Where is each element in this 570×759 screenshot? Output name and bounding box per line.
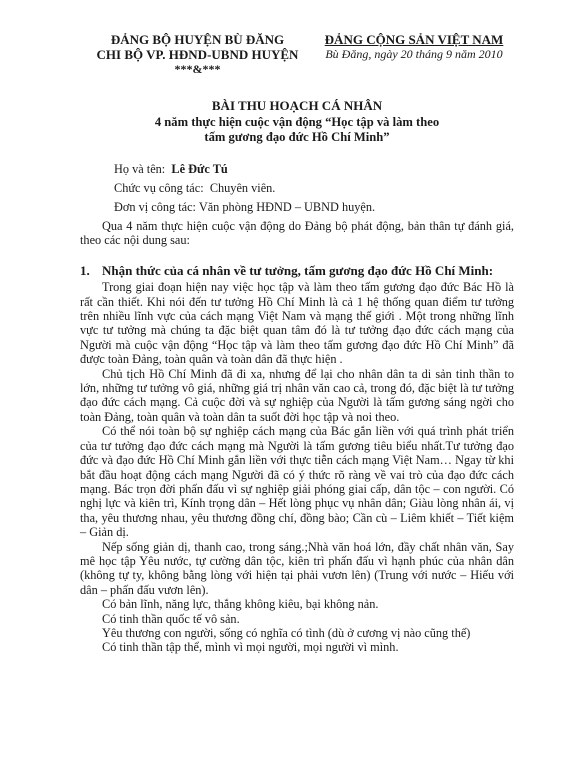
section-1-paragraph-1: Trong giai đoạn hiện nay việc học tập và làm theo tấm gương đạo đức Bác Hồ là rất cần thiết. Khi nói đến tư tưởng Hồ Chí Minh là cả 1 hệ thống quan điểm tư tưởng trên nhiều lĩnh vực của cách mạng Việt Nam và mạng thế giới . Một trong những lĩnh vực tư tưởng mà chúng ta đặc biệt quan tâm đó là tư tưởng đạo đức cách mạng của Người mà cuộc vận động “Học tập và làm theo tấm gương đạo đức Hồ Chí Minh” đã được toàn Đảng, toàn quân và toàn dân đã thực hiện . [80, 280, 514, 367]
stars-divider: ***&*** [174, 62, 221, 76]
intro-paragraph: Qua 4 năm thực hiện cuộc vận động do Đảng bộ phát động, bản thân tự đánh giá, theo các nội dung sau: [80, 219, 514, 248]
position-value: Chuyên viên. [209, 181, 276, 195]
document-header [80, 32, 514, 96]
section-1-paragraph-4: Nếp sống giản dị, thanh cao, trong sáng.;Nhà văn hoá lớn, đầy chất nhân văn, Say mê học tập Yêu nước, tự cường dân tộc, kiên trì phấn đấu vì hạnh phúc của nhân dân (không tự ty, không bằng lòng với hiện tại phải vươn lên) (Trung với nước – Hiếu với dân – phấn đấu vươn lên). [80, 539, 514, 597]
position-row [114, 179, 514, 198]
section-1-heading [80, 264, 514, 278]
title-sub-line-1: 4 năm thực hiện cuộc vận động “Học tập và làm theo [154, 115, 440, 129]
date-line: Bù Đăng, ngày 20 tháng 9 năm 2010 [325, 47, 503, 61]
org-line-1: ĐẢNG BỘ HUYỆN BÙ ĐĂNG [110, 32, 285, 47]
name-label: Họ và tên: [114, 162, 166, 176]
section-1-number: 1. [80, 262, 90, 278]
title-sub-line-2: tấm gương đạo đức Hồ Chí Minh” [204, 129, 390, 144]
section-1-paragraph-3: Có thể nói toàn bộ sự nghiệp cách mạng của Bác gắn liền với quá trình phát triển của tư tưởng đạo đức cách mạng mà Người là tấm gương tiêu biểu nhất.Tư tưởng đạo đức và đạo đức Hồ Chí Minh gắn liền với thực tiễn cách mạng Việt Nam… Ngay từ khi bắt đầu hoạt động cách mạng Người đã có ý thức rõ ràng về vai trò của đạo đức cách mạng. Bác trọn đời phấn đấu vì sự nghiệp giải phóng giai cấp, dân tộc – con người. Có nghị lực và kiên trì, Kính trọng dân – Hết lòng phục vụ nhân dân; Giàu lòng nhân ái, vị tha, yêu thương nhau, yêu thương đồng chí, đồng bào; Cần cù – Liêm khiết – Tiết kiệm – Giản dị. [80, 424, 514, 540]
name-value: Lê Đức Tú [171, 162, 228, 176]
position-label: Chức vụ công tác: [114, 181, 204, 195]
unit-label: Đơn vị công tác: [114, 200, 196, 214]
unit-row [114, 198, 514, 217]
organization-block [80, 32, 315, 77]
virtue-line-1: Có bản lĩnh, năng lực, thắng không kiêu, bại không nản. [102, 597, 379, 612]
document-title [80, 98, 514, 144]
title-main: BÀI THU HOẠCH CÁ NHÂN [211, 98, 383, 113]
virtue-line-4: Có tinh thần tập thể, mình vì mọi người, mọi người vì mình. [102, 640, 399, 655]
name-row [114, 160, 514, 179]
section-1-paragraph-2: Chủ tịch Hồ Chí Minh đã đi xa, nhưng để lại cho nhân dân ta di sản tinh thần to lớn, những tư tưởng vô giá, những giá trị nhân văn cao cả, trong đó, đặc biệt là tư tưởng đạo đức cách mạng. Cả cuộc đời và sự nghiệp của Người là tấm gương sáng ngời cho toàn Đảng, toàn quân và toàn dân ta suốt đời học tập và noi theo. [80, 366, 514, 424]
unit-value: Văn phòng HĐND – UBND huyện. [198, 200, 376, 214]
party-block [314, 32, 514, 62]
party-name: ĐẢNG CỘNG SẢN VIỆT NAM [324, 32, 504, 47]
org-line-2: CHI BỘ VP. HĐND-UBND HUYỆN [96, 47, 299, 62]
section-1-title: Nhận thức của cá nhân về tư tưởng, tấm gương đạo đức Hồ Chí Minh: [102, 262, 494, 278]
virtue-line-3: Yêu thương con người, sống có nghĩa có tình (dù ở cương vị nào cũng thế) [102, 625, 471, 640]
virtue-line-2: Có tinh thần quốc tế vô sản. [102, 611, 240, 626]
personal-info [80, 160, 514, 217]
